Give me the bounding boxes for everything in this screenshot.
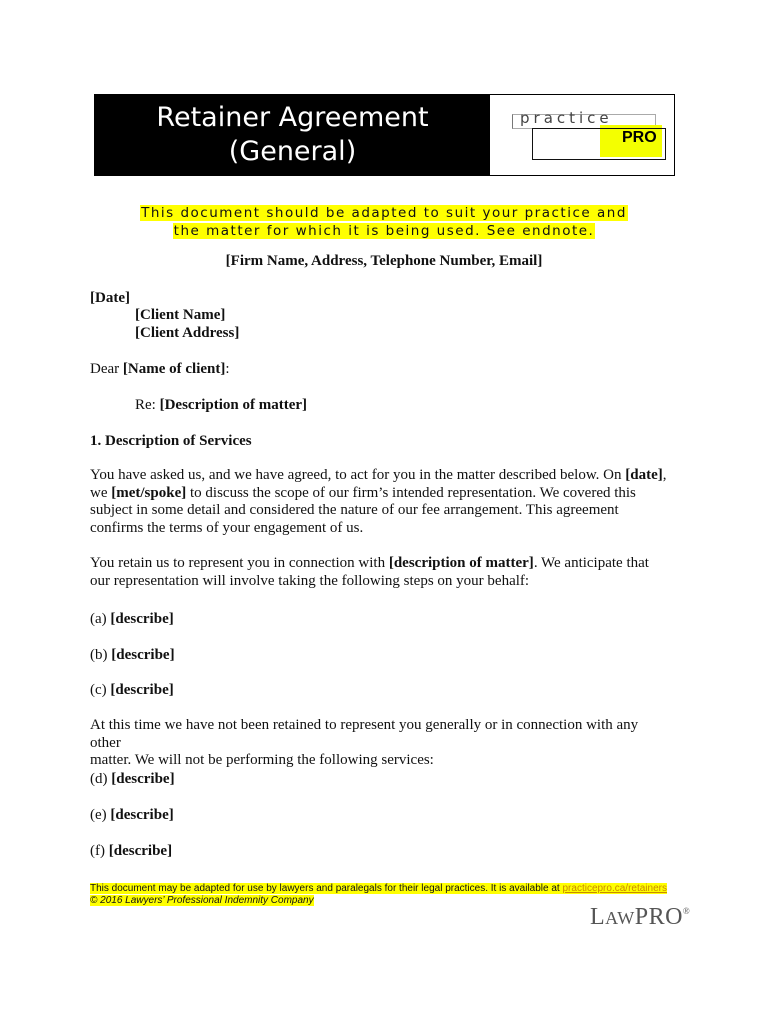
- paragraph-engagement: [90, 467, 670, 537]
- item-placeholder: [describe]: [111, 771, 175, 787]
- item-label: (f): [90, 843, 109, 859]
- logo-pro-text: PRO: [622, 129, 657, 146]
- re-prefix: Re:: [135, 397, 160, 413]
- item-label: (d): [90, 771, 112, 787]
- lawpro-l: L: [590, 904, 606, 930]
- para1-text-b: ,: [662, 467, 667, 483]
- item-label: (c): [90, 682, 111, 698]
- para1-text-c: we: [90, 484, 112, 501]
- salutation-prefix: Dear: [90, 361, 123, 377]
- list-item: [90, 646, 175, 664]
- firm-details: [Firm Name, Address, Telephone Number, Email]: [225, 253, 543, 269]
- list-item: [90, 770, 175, 788]
- notice-line2: the matter for which it is being used. See endnote.: [173, 223, 595, 239]
- retainers-link[interactable]: practicepro.ca/retainers: [562, 883, 667, 894]
- salutation-suffix: :: [225, 361, 230, 377]
- document-title-line2: (General): [228, 136, 357, 167]
- paragraph-retain: [90, 555, 670, 590]
- para3-text-b: matter. We will not be performing the following services:: [90, 752, 434, 768]
- paragraph-exclusions: [90, 717, 670, 770]
- client-address-field: [Client Address]: [135, 325, 240, 341]
- lawpro-logo: [590, 904, 690, 931]
- para2-text-b: . We anticipate that: [533, 555, 649, 571]
- list-item: [90, 681, 174, 699]
- header-banner: [94, 94, 675, 176]
- copyright-text: © 2016 Lawyers’ Professional Indemnity Company: [90, 895, 314, 906]
- lawpro-aw: AW: [605, 908, 635, 928]
- met-spoke-placeholder: [met/spoke]: [111, 484, 187, 501]
- para1-text-a: You have asked us, and we have agreed, to act for you in the matter described below. On: [90, 467, 626, 483]
- section-heading: 1. Description of Services: [90, 433, 252, 449]
- para3-text-a: At this time we have not been retained to represent you generally or in connection with any other: [90, 717, 639, 751]
- item-placeholder: [describe]: [110, 807, 174, 823]
- item-placeholder: [describe]: [108, 843, 173, 859]
- footer-text: This document may be adapted for use by lawyers and paralegals for their legal practices. It is available at: [90, 883, 563, 894]
- item-placeholder: [describe]: [110, 611, 174, 627]
- para1-text-d: to discuss the scope of our firm’s intended representation. We covered this: [186, 484, 636, 501]
- date-placeholder: [date]: [625, 467, 663, 483]
- registered-mark: ®: [682, 906, 691, 916]
- client-name-placeholder: [Name of client]: [122, 361, 226, 377]
- matter-placeholder: [Description of matter]: [159, 397, 308, 413]
- list-item: [90, 806, 174, 824]
- item-placeholder: [describe]: [110, 682, 174, 698]
- para1-text-e: subject in some detail and considered the nature of our fee arrangement. This agreement: [90, 502, 619, 518]
- title-block: [95, 95, 490, 175]
- para2-text-a: You retain us to represent you in connection with: [90, 555, 389, 571]
- client-name-field: [Client Name]: [135, 307, 226, 323]
- matter-description-placeholder: [description of matter]: [388, 555, 534, 571]
- list-item: [90, 842, 172, 860]
- item-label: (e): [90, 807, 111, 823]
- item-label: (a): [90, 611, 111, 627]
- date-field: [Date]: [90, 290, 130, 306]
- practicepro-logo-mark: [510, 109, 670, 165]
- lawpro-pro: PRO: [634, 904, 683, 930]
- salutation: [90, 360, 230, 378]
- re-line: [135, 396, 307, 414]
- item-placeholder: [describe]: [111, 647, 175, 663]
- logo-practice-text: practice: [520, 109, 613, 127]
- list-item: [90, 610, 174, 628]
- para2-text-c: our representation will involve taking the following steps on your behalf:: [90, 572, 530, 589]
- adaptation-notice: [0, 204, 768, 240]
- notice-line1: This document should be adapted to suit your practice and: [141, 205, 627, 221]
- item-label: (b): [90, 647, 112, 663]
- para1-text-f: confirms the terms of your engagement of us.: [90, 519, 364, 536]
- document-title-line1: Retainer Agreement: [156, 102, 429, 133]
- practicepro-logo: [490, 95, 674, 175]
